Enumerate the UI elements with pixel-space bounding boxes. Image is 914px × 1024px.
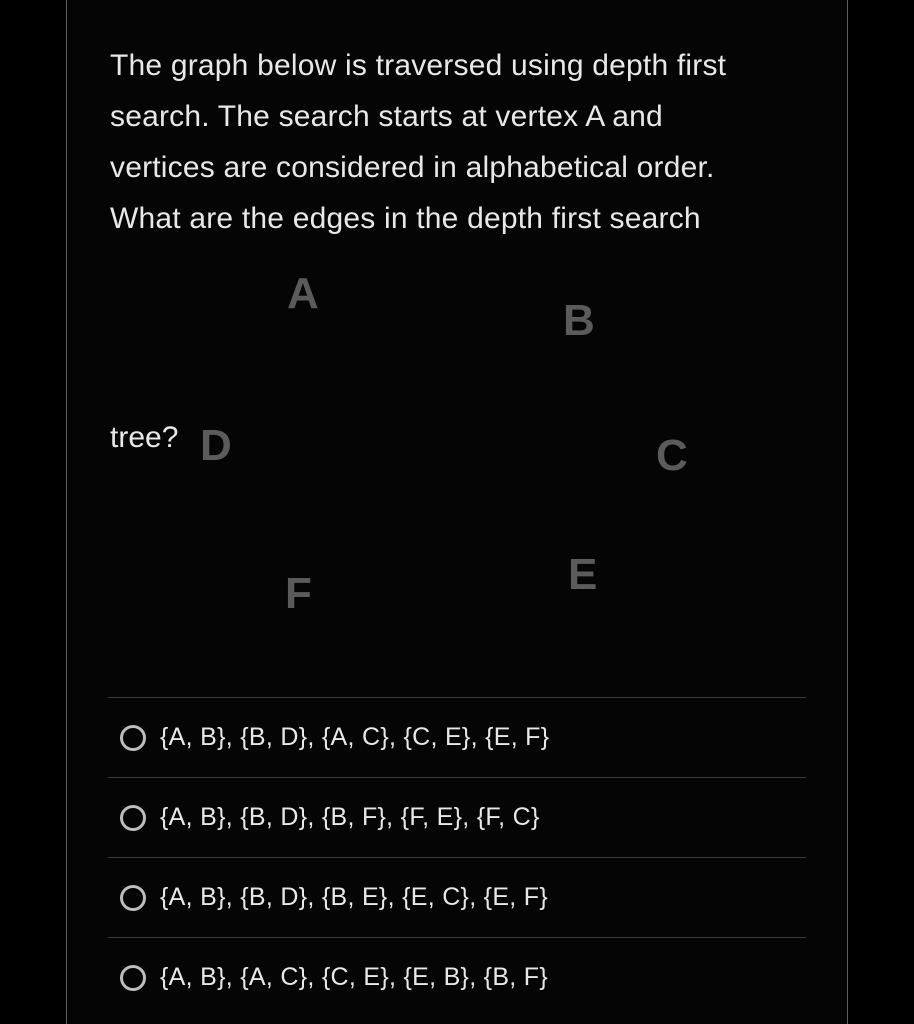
radio-button[interactable] [120,725,146,751]
answer-option-label: {A, B}, {B, D}, {A, C}, {C, E}, {E, F} [160,723,550,751]
question-line: vertices are considered in alphabetical order. [110,151,715,184]
vertex-f-label: F [285,569,312,618]
answer-options [108,697,806,1017]
vertex-d-label: D [200,421,232,470]
question-line: The graph below is traversed using depth first [110,49,727,82]
answer-option-4[interactable] [108,937,806,1017]
radio-button[interactable] [120,965,146,991]
answer-option-1[interactable] [108,697,806,777]
answer-option-3[interactable] [108,857,806,937]
vertex-a-label: A [287,269,319,318]
question-line: What are the edges in the depth first search [110,202,701,235]
answer-option-2[interactable] [108,777,806,857]
vertex-c-label: C [656,431,688,480]
answer-option-label: {A, B}, {A, C}, {C, E}, {E, B}, {B, F} [160,963,549,991]
radio-button[interactable] [120,805,146,831]
vertex-e-label: E [568,550,598,599]
question-line: search. The search starts at vertex A and [110,100,663,133]
radio-button[interactable] [120,885,146,911]
answer-option-label: {A, B}, {B, D}, {B, E}, {E, C}, {E, F} [160,883,549,911]
question-tail: tree? [110,421,179,454]
vertex-b-label: B [563,296,595,345]
answer-option-label: {A, B}, {B, D}, {B, F}, {F, E}, {F, C} [160,803,540,831]
question-text [110,40,810,244]
